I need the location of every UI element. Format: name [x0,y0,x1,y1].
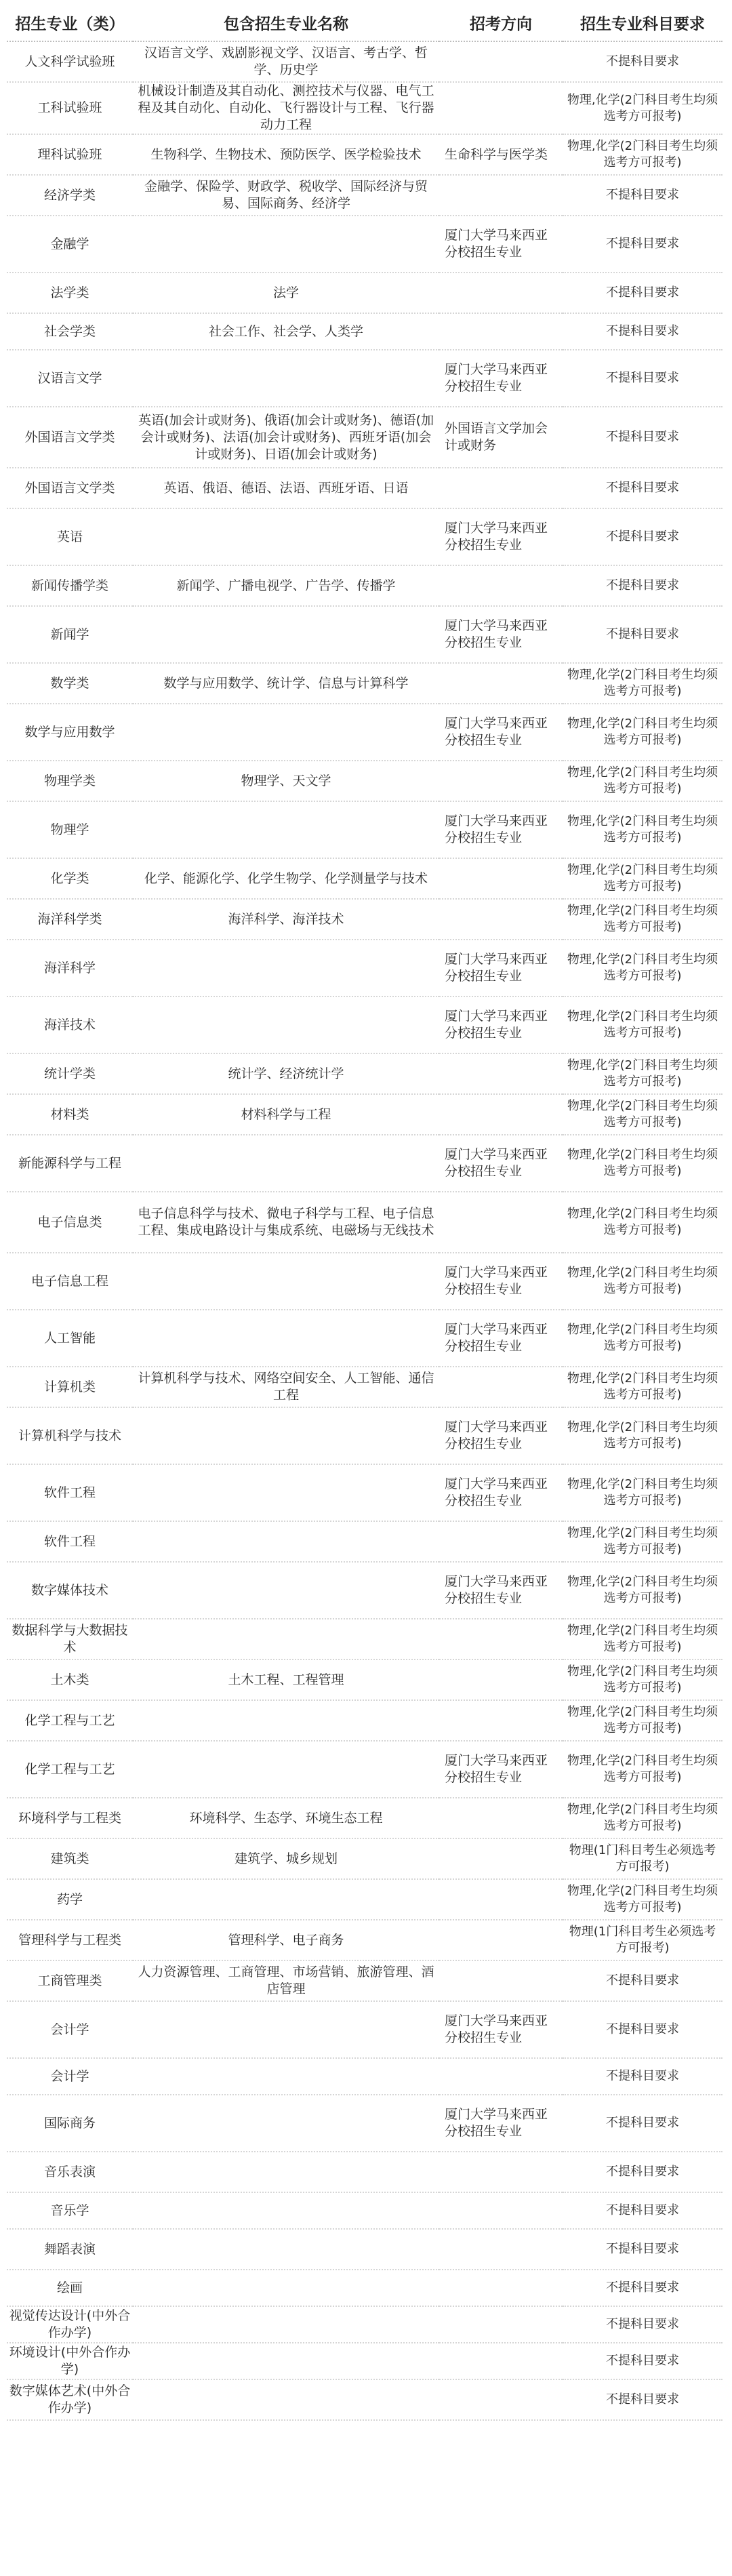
cell-direction [439,468,563,508]
table-row [7,407,723,468]
table-row [7,1135,723,1192]
cell-included-majors: 英语(加会计或财务)、俄语(加会计或财务)、德语(加会计或财务)、法语(加会计或财务)、西班牙语(加会计或财务)、日语(加会计或财务) [133,407,439,468]
table-row [7,1798,723,1838]
cell-major: 软件工程 [7,1464,133,1521]
table-row [7,606,723,663]
cell-included-majors: 英语、俄语、德语、法语、西班牙语、日语 [133,468,439,508]
cell-direction [439,1192,563,1253]
cell-major: 物理学 [7,801,133,858]
cell-major: 管理科学与工程类 [7,1920,133,1960]
header-subject-requirement: 招生专业科目要求 [563,4,723,41]
cell-major: 化学工程与工艺 [7,1741,133,1798]
cell-subject-requirement: 不提科目要求 [563,2095,723,2152]
cell-included-majors: 人力资源管理、工商管理、市场营销、旅游管理、酒店管理 [133,1960,439,2001]
cell-subject-requirement: 物理,化学(2门科目考生均须选考方可报考) [563,1094,723,1135]
cell-included-majors [133,2058,439,2095]
cell-subject-requirement: 不提科目要求 [563,2229,723,2270]
cell-subject-requirement: 物理,化学(2门科目考生均须选考方可报考) [563,1407,723,1464]
cell-subject-requirement: 物理,化学(2门科目考生均须选考方可报考) [563,1619,723,1659]
cell-major: 理科试验班 [7,134,133,175]
table-row [7,2229,723,2270]
table-row [7,801,723,858]
cell-subject-requirement: 物理,化学(2门科目考生均须选考方可报考) [563,82,723,134]
table-row [7,899,723,940]
cell-included-majors [133,801,439,858]
table-row [7,2058,723,2095]
cell-subject-requirement: 不提科目要求 [563,565,723,606]
cell-major: 环境设计(中外合作办学) [7,2343,133,2379]
table-row [7,1464,723,1521]
header-included-majors: 包含招生专业名称 [133,4,439,41]
cell-subject-requirement: 物理,化学(2门科目考生均须选考方可报考) [563,858,723,899]
cell-subject-requirement: 物理,化学(2门科目考生均须选考方可报考) [563,801,723,858]
cell-included-majors: 统计学、经济统计学 [133,1053,439,1094]
cell-direction: 厦门大学马来西亚分校招生专业 [439,940,563,997]
cell-major: 汉语言文学 [7,350,133,407]
cell-subject-requirement: 物理,化学(2门科目考生均须选考方可报考) [563,1253,723,1310]
cell-major: 新能源科学与工程 [7,1135,133,1192]
cell-subject-requirement: 不提科目要求 [563,2343,723,2379]
table-row [7,350,723,407]
cell-subject-requirement: 物理(1门科目考生必须选考方可报考) [563,1920,723,1960]
cell-major: 音乐学 [7,2192,133,2229]
cell-included-majors: 物理学、天文学 [133,761,439,801]
cell-subject-requirement: 物理,化学(2门科目考生均须选考方可报考) [563,1659,723,1700]
table-row [7,134,723,175]
table-row [7,940,723,997]
cell-major: 计算机科学与技术 [7,1407,133,1464]
cell-major: 环境科学与工程类 [7,1798,133,1838]
table-row [7,2270,723,2306]
cell-included-majors: 社会工作、社会学、人类学 [133,313,439,350]
cell-major: 软件工程 [7,1521,133,1562]
cell-included-majors [133,2343,439,2379]
cell-direction: 厦门大学马来西亚分校招生专业 [439,801,563,858]
cell-major: 数字媒体技术 [7,1562,133,1619]
cell-included-majors [133,2192,439,2229]
cell-direction: 厦门大学马来西亚分校招生专业 [439,1407,563,1464]
cell-direction: 厦门大学马来西亚分校招生专业 [439,606,563,663]
table-header-row [7,4,723,41]
table-row [7,663,723,704]
cell-major: 人工智能 [7,1310,133,1367]
table-row [7,468,723,508]
table-row [7,1094,723,1135]
cell-included-majors [133,606,439,663]
table-row [7,82,723,134]
cell-subject-requirement: 物理,化学(2门科目考生均须选考方可报考) [563,997,723,1053]
cell-direction [439,2379,563,2420]
cell-subject-requirement: 物理,化学(2门科目考生均须选考方可报考) [563,704,723,761]
cell-direction [439,2229,563,2270]
cell-included-majors [133,997,439,1053]
cell-subject-requirement: 不提科目要求 [563,2152,723,2192]
cell-major: 药学 [7,1879,133,1920]
cell-direction [439,1367,563,1407]
cell-subject-requirement: 不提科目要求 [563,41,723,82]
cell-direction [439,663,563,704]
cell-subject-requirement: 不提科目要求 [563,313,723,350]
cell-major: 视觉传达设计(中外合作办学) [7,2306,133,2343]
cell-included-majors [133,1135,439,1192]
cell-major: 绘画 [7,2270,133,2306]
cell-subject-requirement: 物理,化学(2门科目考生均须选考方可报考) [563,1798,723,1838]
table-row [7,508,723,565]
cell-direction: 生命科学与医学类 [439,134,563,175]
cell-direction [439,1094,563,1135]
table-row [7,1879,723,1920]
cell-subject-requirement: 物理,化学(2门科目考生均须选考方可报考) [563,1562,723,1619]
cell-included-majors [133,508,439,565]
cell-major: 会计学 [7,2058,133,2095]
cell-subject-requirement: 不提科目要求 [563,175,723,216]
cell-direction: 厦门大学马来西亚分校招生专业 [439,1562,563,1619]
cell-direction [439,2270,563,2306]
table-row [7,216,723,273]
cell-direction: 厦门大学马来西亚分校招生专业 [439,2001,563,2058]
cell-subject-requirement: 物理,化学(2门科目考生均须选考方可报考) [563,1464,723,1521]
cell-direction [439,1619,563,1659]
cell-direction: 厦门大学马来西亚分校招生专业 [439,508,563,565]
cell-direction: 厦门大学马来西亚分校招生专业 [439,2095,563,2152]
cell-direction: 厦门大学马来西亚分校招生专业 [439,997,563,1053]
cell-included-majors [133,350,439,407]
cell-subject-requirement: 不提科目要求 [563,273,723,313]
table-row [7,1053,723,1094]
cell-major: 土木类 [7,1659,133,1700]
cell-subject-requirement: 不提科目要求 [563,2270,723,2306]
cell-subject-requirement: 物理,化学(2门科目考生均须选考方可报考) [563,1879,723,1920]
cell-included-majors [133,2152,439,2192]
table-row [7,2192,723,2229]
table-row [7,2001,723,2058]
header-major: 招生专业（类） [7,4,133,41]
cell-major: 工科试验班 [7,82,133,134]
cell-subject-requirement: 物理,化学(2门科目考生均须选考方可报考) [563,663,723,704]
cell-subject-requirement: 物理,化学(2门科目考生均须选考方可报考) [563,1521,723,1562]
cell-direction [439,565,563,606]
cell-major: 计算机类 [7,1367,133,1407]
cell-direction: 厦门大学马来西亚分校招生专业 [439,1253,563,1310]
cell-direction: 厦门大学马来西亚分校招生专业 [439,216,563,273]
cell-included-majors [133,2379,439,2420]
cell-direction [439,1659,563,1700]
cell-included-majors: 汉语言文学、戏剧影视文学、汉语言、考古学、哲学、历史学 [133,41,439,82]
cell-included-majors [133,2229,439,2270]
cell-included-majors [133,704,439,761]
table-row [7,1407,723,1464]
table-row [7,1700,723,1741]
table-row [7,1619,723,1659]
table-row [7,1521,723,1562]
cell-direction [439,2192,563,2229]
cell-direction [439,41,563,82]
cell-subject-requirement: 物理,化学(2门科目考生均须选考方可报考) [563,1700,723,1741]
cell-subject-requirement: 物理,化学(2门科目考生均须选考方可报考) [563,1367,723,1407]
cell-included-majors: 管理科学、电子商务 [133,1920,439,1960]
cell-included-majors: 材料科学与工程 [133,1094,439,1135]
table-row [7,2379,723,2420]
cell-subject-requirement: 物理,化学(2门科目考生均须选考方可报考) [563,899,723,940]
table-row [7,1192,723,1253]
table-row [7,1838,723,1879]
cell-subject-requirement: 物理,化学(2门科目考生均须选考方可报考) [563,1053,723,1094]
cell-major: 金融学 [7,216,133,273]
cell-included-majors [133,1619,439,1659]
cell-major: 经济学类 [7,175,133,216]
cell-direction [439,273,563,313]
cell-major: 音乐表演 [7,2152,133,2192]
cell-major: 统计学类 [7,1053,133,1094]
cell-direction [439,2343,563,2379]
cell-direction [439,1700,563,1741]
cell-major: 会计学 [7,2001,133,2058]
cell-subject-requirement: 物理,化学(2门科目考生均须选考方可报考) [563,134,723,175]
cell-subject-requirement: 物理,化学(2门科目考生均须选考方可报考) [563,940,723,997]
cell-included-majors: 海洋科学、海洋技术 [133,899,439,940]
cell-subject-requirement: 不提科目要求 [563,2379,723,2420]
cell-included-majors [133,1253,439,1310]
cell-direction [439,313,563,350]
cell-direction [439,175,563,216]
cell-included-majors: 电子信息科学与技术、微电子科学与工程、电子信息工程、集成电路设计与集成系统、电磁场与无线技术 [133,1192,439,1253]
cell-included-majors: 计算机科学与技术、网络空间安全、人工智能、通信工程 [133,1367,439,1407]
cell-major: 建筑类 [7,1838,133,1879]
cell-direction [439,1838,563,1879]
cell-direction [439,858,563,899]
cell-subject-requirement: 不提科目要求 [563,606,723,663]
cell-direction [439,899,563,940]
cell-major: 数学与应用数学 [7,704,133,761]
table-row [7,313,723,350]
cell-major: 数字媒体艺术(中外合作办学) [7,2379,133,2420]
cell-major: 国际商务 [7,2095,133,2152]
cell-major: 社会学类 [7,313,133,350]
cell-subject-requirement: 不提科目要求 [563,2192,723,2229]
cell-included-majors [133,1562,439,1619]
cell-included-majors [133,1700,439,1741]
cell-included-majors: 土木工程、工程管理 [133,1659,439,1700]
cell-major: 材料类 [7,1094,133,1135]
cell-subject-requirement: 不提科目要求 [563,508,723,565]
cell-major: 海洋科学 [7,940,133,997]
cell-major: 人文科学试验班 [7,41,133,82]
cell-subject-requirement: 物理(1门科目考生必须选考方可报考) [563,1838,723,1879]
cell-subject-requirement: 物理,化学(2门科目考生均须选考方可报考) [563,1135,723,1192]
cell-direction: 外国语言文学加会计或财务 [439,407,563,468]
table-row [7,1920,723,1960]
cell-major: 电子信息类 [7,1192,133,1253]
table-row [7,2306,723,2343]
cell-included-majors: 生物科学、生物技术、预防医学、医学检验技术 [133,134,439,175]
cell-direction [439,761,563,801]
cell-included-majors [133,2001,439,2058]
cell-direction: 厦门大学马来西亚分校招生专业 [439,1135,563,1192]
cell-major: 新闻传播学类 [7,565,133,606]
cell-included-majors [133,216,439,273]
table-row [7,175,723,216]
table-row [7,858,723,899]
cell-major: 物理学类 [7,761,133,801]
cell-subject-requirement: 不提科目要求 [563,2306,723,2343]
cell-direction [439,1920,563,1960]
cell-subject-requirement: 不提科目要求 [563,216,723,273]
cell-included-majors: 机械设计制造及其自动化、测控技术与仪器、电气工程及其自动化、自动化、飞行器设计与工程、飞行器动力工程 [133,82,439,134]
cell-subject-requirement: 不提科目要求 [563,468,723,508]
cell-direction: 厦门大学马来西亚分校招生专业 [439,1464,563,1521]
cell-major: 海洋技术 [7,997,133,1053]
cell-included-majors: 数学与应用数学、统计学、信息与计算科学 [133,663,439,704]
cell-included-majors: 建筑学、城乡规划 [133,1838,439,1879]
cell-major: 舞蹈表演 [7,2229,133,2270]
cell-direction [439,1879,563,1920]
cell-included-majors [133,1310,439,1367]
table-row [7,704,723,761]
cell-major: 新闻学 [7,606,133,663]
table-row [7,761,723,801]
cell-included-majors: 新闻学、广播电视学、广告学、传播学 [133,565,439,606]
table-row [7,1960,723,2001]
cell-included-majors: 化学、能源化学、化学生物学、化学测量学与技术 [133,858,439,899]
cell-direction [439,2152,563,2192]
cell-major: 数据科学与大数据技术 [7,1619,133,1659]
cell-direction [439,82,563,134]
cell-included-majors: 金融学、保险学、财政学、税收学、国际经济与贸易、国际商务、经济学 [133,175,439,216]
cell-direction [439,1521,563,1562]
cell-direction: 厦门大学马来西亚分校招生专业 [439,704,563,761]
cell-major: 化学工程与工艺 [7,1700,133,1741]
cell-subject-requirement: 不提科目要求 [563,2058,723,2095]
table-row [7,997,723,1053]
cell-subject-requirement: 不提科目要求 [563,407,723,468]
cell-included-majors: 法学 [133,273,439,313]
cell-included-majors [133,1879,439,1920]
table-row [7,565,723,606]
cell-subject-requirement: 物理,化学(2门科目考生均须选考方可报考) [563,1192,723,1253]
cell-subject-requirement: 不提科目要求 [563,2001,723,2058]
cell-major: 工商管理类 [7,1960,133,2001]
table-row [7,2152,723,2192]
cell-subject-requirement: 物理,化学(2门科目考生均须选考方可报考) [563,761,723,801]
cell-major: 法学类 [7,273,133,313]
cell-major: 外国语言文学类 [7,468,133,508]
cell-included-majors [133,940,439,997]
cell-direction: 厦门大学马来西亚分校招生专业 [439,1310,563,1367]
cell-included-majors [133,1741,439,1798]
cell-major: 外国语言文学类 [7,407,133,468]
cell-direction [439,1053,563,1094]
cell-direction: 厦门大学马来西亚分校招生专业 [439,1741,563,1798]
table-row [7,1741,723,1798]
cell-included-majors: 环境科学、生态学、环境生态工程 [133,1798,439,1838]
cell-subject-requirement: 不提科目要求 [563,350,723,407]
cell-direction [439,1798,563,1838]
header-direction: 招考方向 [439,4,563,41]
table-row [7,2343,723,2379]
cell-included-majors [133,1521,439,1562]
cell-major: 电子信息工程 [7,1253,133,1310]
admission-majors-table [7,4,723,2421]
cell-direction [439,1960,563,2001]
cell-included-majors [133,2270,439,2306]
cell-included-majors [133,1464,439,1521]
cell-included-majors [133,2306,439,2343]
table-row [7,1367,723,1407]
table-row [7,1253,723,1310]
cell-major: 数学类 [7,663,133,704]
table-row [7,1310,723,1367]
cell-major: 英语 [7,508,133,565]
cell-direction [439,2058,563,2095]
cell-direction [439,2306,563,2343]
cell-direction: 厦门大学马来西亚分校招生专业 [439,350,563,407]
table-row [7,41,723,82]
cell-subject-requirement: 物理,化学(2门科目考生均须选考方可报考) [563,1741,723,1798]
table-row [7,1659,723,1700]
table-row [7,273,723,313]
cell-major: 海洋科学类 [7,899,133,940]
cell-subject-requirement: 物理,化学(2门科目考生均须选考方可报考) [563,1310,723,1367]
table-row [7,2095,723,2152]
cell-subject-requirement: 不提科目要求 [563,1960,723,2001]
cell-major: 化学类 [7,858,133,899]
cell-included-majors [133,1407,439,1464]
cell-included-majors [133,2095,439,2152]
table-row [7,1562,723,1619]
